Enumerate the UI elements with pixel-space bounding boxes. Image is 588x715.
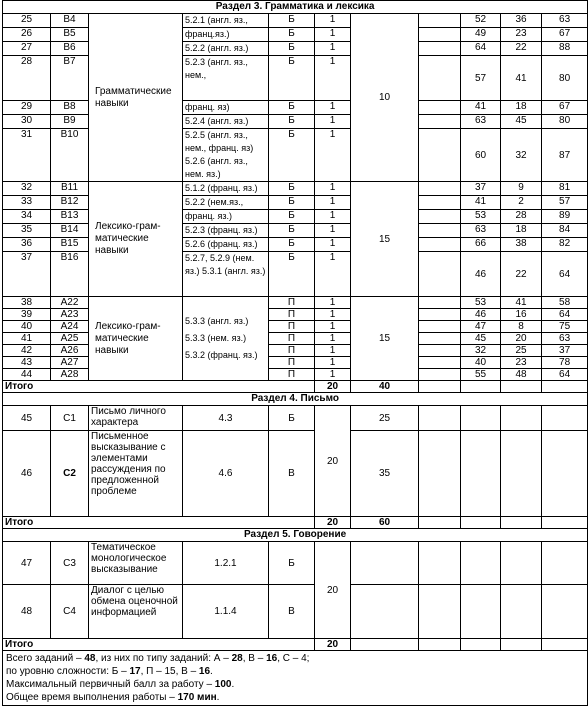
stat-a: 45	[461, 333, 501, 345]
task-code: A23	[51, 309, 89, 321]
task-code: B9	[51, 115, 89, 129]
task-score: 1	[315, 115, 351, 129]
stat-c: 89	[542, 210, 588, 224]
task-level: В	[269, 431, 315, 517]
stat-c: 75	[542, 321, 588, 333]
blank-cell	[419, 238, 461, 252]
task-score: 1	[315, 369, 351, 381]
task-score: 1	[315, 182, 351, 196]
blank-cell	[419, 369, 461, 381]
task-code: C1	[51, 406, 89, 431]
task-number: 47	[3, 542, 51, 585]
blank-cell	[419, 357, 461, 369]
task-codifier: 5.2.3 (англ. яз., нем.,	[183, 56, 269, 101]
task-number: 41	[3, 333, 51, 345]
task-level: Б	[269, 542, 315, 585]
stat-a: 57	[461, 56, 501, 101]
task-level: П	[269, 357, 315, 369]
task-skill: Диалог с целью обмена оценочной информацией	[89, 585, 183, 639]
stat-a: 60	[461, 129, 501, 182]
stat-a: 53	[461, 297, 501, 309]
task-score: 1	[315, 345, 351, 357]
task-code: B6	[51, 42, 89, 56]
task-code: B11	[51, 182, 89, 196]
summary-line-tasks: Всего заданий – 48, из них по типу заданий: А – 28, В – 16, С – 4;	[6, 653, 310, 664]
task-codifier: 5.2.2 (англ. яз.)	[183, 42, 269, 56]
spec-table	[2, 0, 588, 706]
task-level: Б	[269, 224, 315, 238]
section3-total-row	[3, 381, 588, 393]
task-code: A22	[51, 297, 89, 309]
stat-a: 53	[461, 210, 501, 224]
skill-name: Лексико-грам-матические навыки	[89, 297, 183, 381]
task-level: Б	[269, 210, 315, 224]
task-number: 28	[3, 56, 51, 101]
task-level: П	[269, 333, 315, 345]
stat-a: 66	[461, 238, 501, 252]
task-score: 1	[315, 238, 351, 252]
task-code: B15	[51, 238, 89, 252]
task-points: 35	[351, 431, 419, 517]
stat-a: 63	[461, 224, 501, 238]
stat-a: 46	[461, 309, 501, 321]
task-score: 1	[315, 14, 351, 28]
task-level: Б	[269, 28, 315, 42]
task-code: A26	[51, 345, 89, 357]
task-number: 42	[3, 345, 51, 357]
section4-total-points: 60	[351, 517, 419, 529]
skill-name: Грамматические навыки	[89, 14, 183, 182]
task-number: 40	[3, 321, 51, 333]
blank-cell	[419, 14, 461, 28]
section3-title: Раздел 3. Грамматика и лексика	[3, 1, 588, 14]
task-codifier: 5.1.2 (франц. яз.)	[183, 182, 269, 196]
task-number: 26	[3, 28, 51, 42]
stat-a: 64	[461, 42, 501, 56]
task-code: B12	[51, 196, 89, 210]
stat-b: 20	[501, 333, 542, 345]
table-row	[3, 585, 588, 639]
section4-header	[3, 393, 588, 406]
section5-header	[3, 529, 588, 542]
blank-cell	[419, 333, 461, 345]
task-codifier: франц. яз.)	[183, 210, 269, 224]
table-row	[3, 297, 588, 309]
section3-total-points: 40	[351, 381, 419, 393]
task-number: 25	[3, 14, 51, 28]
stat-b: 2	[501, 196, 542, 210]
task-number: 43	[3, 357, 51, 369]
stat-a: 40	[461, 357, 501, 369]
stat-b: 48	[501, 369, 542, 381]
task-score: 1	[315, 333, 351, 345]
stat-b: 28	[501, 210, 542, 224]
blank-cell	[419, 129, 461, 182]
blank-cell	[419, 42, 461, 56]
task-codifier: 5.2.5 (англ. яз., нем., франц. яз) 5.2.6 (англ. яз., нем. яз.)	[183, 129, 269, 182]
stat-a: 32	[461, 345, 501, 357]
task-code: A27	[51, 357, 89, 369]
task-codifier: 5.2.7, 5.2.9 (нем. яз.) 5.3.1 (англ. яз.)	[183, 252, 269, 297]
task-score: 1	[315, 28, 351, 42]
blank-cell	[419, 115, 461, 129]
section3-total-score: 20	[315, 381, 351, 393]
task-score: 1	[315, 321, 351, 333]
stat-a: 52	[461, 14, 501, 28]
section3-header	[3, 1, 588, 14]
stat-b: 18	[501, 101, 542, 115]
blank-cell	[419, 224, 461, 238]
stat-c: 81	[542, 182, 588, 196]
task-level: Б	[269, 196, 315, 210]
stat-a: 55	[461, 369, 501, 381]
task-codifier: 5.2.4 (англ. яз.)	[183, 115, 269, 129]
task-level: П	[269, 309, 315, 321]
task-codifier: франц. яз)	[183, 101, 269, 115]
task-level: Б	[269, 406, 315, 431]
task-score: 1	[315, 101, 351, 115]
stat-b: 25	[501, 345, 542, 357]
stat-c: 63	[542, 14, 588, 28]
task-score: 1	[315, 42, 351, 56]
section5-total-label: Итого	[3, 639, 315, 651]
task-number: 27	[3, 42, 51, 56]
task-code: B8	[51, 101, 89, 115]
stat-c: 67	[542, 28, 588, 42]
stat-c: 63	[542, 333, 588, 345]
stat-b: 16	[501, 309, 542, 321]
task-score: 1	[315, 56, 351, 101]
task-code: A25	[51, 333, 89, 345]
blank-cell	[419, 28, 461, 42]
task-skill: Письмо личного характера	[89, 406, 183, 431]
stat-b: 23	[501, 357, 542, 369]
task-code: B4	[51, 14, 89, 28]
stat-c: 88	[542, 42, 588, 56]
task-level: Б	[269, 56, 315, 101]
task-codifier: 4.3	[183, 406, 269, 431]
blank-cell	[419, 321, 461, 333]
section5-score: 20	[315, 542, 351, 639]
stat-b: 8	[501, 321, 542, 333]
section5-title: Раздел 5. Говорение	[3, 529, 588, 542]
task-level: Б	[269, 42, 315, 56]
stat-b: 22	[501, 42, 542, 56]
task-points: 25	[351, 406, 419, 431]
stat-a: 41	[461, 101, 501, 115]
stat-c: 64	[542, 252, 588, 297]
task-score: 1	[315, 252, 351, 297]
stat-b: 23	[501, 28, 542, 42]
task-code: B16	[51, 252, 89, 297]
stat-c: 67	[542, 101, 588, 115]
stat-c: 87	[542, 129, 588, 182]
blank-cell	[419, 210, 461, 224]
task-score: 1	[315, 129, 351, 182]
task-codifier: 5.2.2 (нем.яз.,	[183, 196, 269, 210]
task-codifier: 1.2.1	[183, 542, 269, 585]
task-code: B5	[51, 28, 89, 42]
section5-total-score: 20	[315, 639, 351, 651]
task-codifier: 4.6	[183, 431, 269, 517]
blank-cell	[419, 252, 461, 297]
group-points: 10	[351, 14, 419, 182]
task-code: A24	[51, 321, 89, 333]
task-level: Б	[269, 129, 315, 182]
task-codifier: 5.3.3 (англ. яз.) 5.3.3 (нем. яз.) 5.3.2 (франц. яз.)	[183, 297, 269, 381]
table-row	[3, 431, 588, 517]
table-row	[3, 542, 588, 585]
stat-a: 63	[461, 115, 501, 129]
section3-body	[3, 14, 588, 381]
group-points: 15	[351, 297, 419, 381]
task-level: Б	[269, 182, 315, 196]
task-codifier: 5.2.1 (англ. яз.,	[183, 14, 269, 28]
section4-title: Раздел 4. Письмо	[3, 393, 588, 406]
summary-line-max-score: Максимальный первичный балл за работу – 100.	[6, 679, 235, 690]
task-level: Б	[269, 252, 315, 297]
blank-cell	[419, 101, 461, 115]
stat-b: 41	[501, 56, 542, 101]
section4-total-row	[3, 517, 588, 529]
task-level: П	[269, 345, 315, 357]
task-number: 48	[3, 585, 51, 639]
group-points: 15	[351, 182, 419, 297]
task-level: П	[269, 297, 315, 309]
task-codifier: 1.1.4	[183, 585, 269, 639]
task-code: C3	[51, 542, 89, 585]
stat-c: 84	[542, 224, 588, 238]
task-number: 38	[3, 297, 51, 309]
stat-c: 80	[542, 56, 588, 101]
task-number: 36	[3, 238, 51, 252]
section4-score: 20	[315, 406, 351, 517]
stat-b: 22	[501, 252, 542, 297]
stat-c: 64	[542, 309, 588, 321]
task-codifier: 5.2.3 (франц. яз.)	[183, 224, 269, 238]
footer-row	[3, 651, 588, 706]
stat-a: 49	[461, 28, 501, 42]
task-score: 1	[315, 196, 351, 210]
blank-cell	[419, 182, 461, 196]
table-row	[3, 14, 588, 28]
task-code: C4	[51, 585, 89, 639]
stat-c: 80	[542, 115, 588, 129]
task-code: C2	[51, 431, 89, 517]
section4-total-label: Итого	[3, 517, 315, 529]
task-number: 44	[3, 369, 51, 381]
task-skill: Тематическое монологическое высказывание	[89, 542, 183, 585]
task-number: 39	[3, 309, 51, 321]
task-number: 30	[3, 115, 51, 129]
stat-a: 47	[461, 321, 501, 333]
blank-cell	[419, 297, 461, 309]
blank-cell	[419, 345, 461, 357]
stat-c: 64	[542, 369, 588, 381]
stat-b: 41	[501, 297, 542, 309]
section4-total-score: 20	[315, 517, 351, 529]
task-score: 1	[315, 224, 351, 238]
task-skill: Письменное высказывание с элементами рассуждения по предложенной проблеме	[89, 431, 183, 517]
task-number: 33	[3, 196, 51, 210]
stat-a: 37	[461, 182, 501, 196]
summary-line-levels: по уровню сложности: Б – 17, П – 15, В – 16.	[6, 666, 213, 677]
stat-b: 18	[501, 224, 542, 238]
task-level: Б	[269, 115, 315, 129]
task-level: Б	[269, 14, 315, 28]
task-level: П	[269, 321, 315, 333]
task-codifier: франц.яз.)	[183, 28, 269, 42]
blank-cell	[419, 56, 461, 101]
stat-c: 58	[542, 297, 588, 309]
stat-b: 36	[501, 14, 542, 28]
table-row	[3, 182, 588, 196]
task-number: 34	[3, 210, 51, 224]
stat-a: 41	[461, 196, 501, 210]
task-level: Б	[269, 101, 315, 115]
task-score: 1	[315, 210, 351, 224]
task-number: 29	[3, 101, 51, 115]
stat-c: 78	[542, 357, 588, 369]
task-codifier: 5.2.6 (франц. яз.)	[183, 238, 269, 252]
section5-total-row	[3, 639, 588, 651]
task-level: В	[269, 585, 315, 639]
task-score: 1	[315, 297, 351, 309]
summary-notes	[3, 651, 588, 706]
task-number: 46	[3, 431, 51, 517]
task-number: 45	[3, 406, 51, 431]
task-code: A28	[51, 369, 89, 381]
task-code: B14	[51, 224, 89, 238]
task-number: 35	[3, 224, 51, 238]
stat-c: 82	[542, 238, 588, 252]
section3-total-label: Итого	[3, 381, 315, 393]
task-code: B7	[51, 56, 89, 101]
summary-line-time: Общее время выполнения работы – 170 мин.	[6, 692, 220, 703]
task-score: 1	[315, 309, 351, 321]
stat-c: 37	[542, 345, 588, 357]
table-row	[3, 406, 588, 431]
stat-b: 9	[501, 182, 542, 196]
stat-a: 46	[461, 252, 501, 297]
task-number: 32	[3, 182, 51, 196]
stat-b: 38	[501, 238, 542, 252]
task-level: П	[269, 369, 315, 381]
stat-b: 32	[501, 129, 542, 182]
task-number: 31	[3, 129, 51, 182]
task-score: 1	[315, 357, 351, 369]
stat-c: 57	[542, 196, 588, 210]
task-level: Б	[269, 238, 315, 252]
stat-b: 45	[501, 115, 542, 129]
skill-name: Лексико-грам-матические навыки	[89, 182, 183, 297]
task-number: 37	[3, 252, 51, 297]
blank-cell	[419, 309, 461, 321]
task-code: B10	[51, 129, 89, 182]
blank-cell	[419, 196, 461, 210]
task-code: B13	[51, 210, 89, 224]
